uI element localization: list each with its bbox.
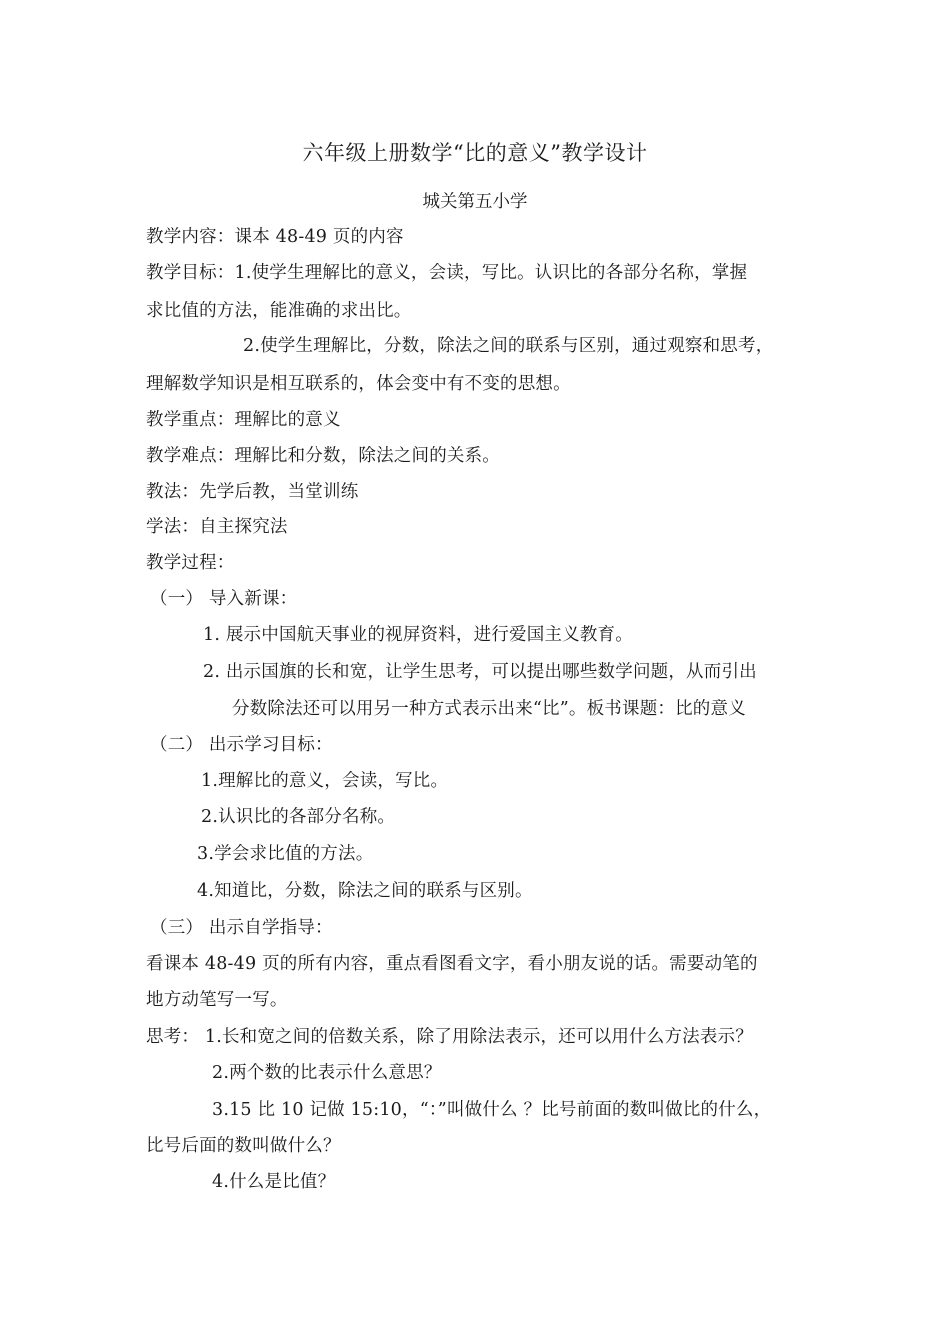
think-question-1: 思考： 1.长和宽之间的倍数关系，除了用除法表示，还可以用什么方法表示？ <box>146 1027 753 1047</box>
think-question-2: 2.两个数的比表示什么意思？ <box>212 1063 442 1083</box>
section-3-paragraph-line-1: 看课本 48-49 页的所有内容，重点看图看文字，看小朋友说的话。需要动笔的 <box>146 954 758 974</box>
section-2-item-3: 3.学会求比值的方法。 <box>197 844 374 864</box>
section-3-paragraph-line-2: 地方动笔写一写。 <box>146 990 288 1010</box>
section-2-item-4: 4.知道比，分数，除法之间的联系与区别。 <box>197 881 533 901</box>
section-1-item-1: 1. 展示中国航天事业的视屏资料，进行爱国主义教育。 <box>203 625 633 645</box>
teaching-goal-2-line-2: 理解数学知识是相互联系的，体会变中有不变的思想。 <box>146 374 571 394</box>
teaching-method: 教法：先学后教，当堂训练 <box>146 482 359 502</box>
section-1-item-2-line-1: 2. 出示国旗的长和宽，让学生思考，可以提出哪些数学问题，从而引出 <box>203 662 757 682</box>
school-name: 城关第五小学 <box>422 192 528 212</box>
section-2-title: （二） 出示学习目标： <box>150 735 333 755</box>
think-question-4: 4.什么是比值？ <box>212 1172 336 1192</box>
learning-method: 学法：自主探究法 <box>146 517 288 537</box>
teaching-goal-2-line-1: 2.使学生理解比，分数，除法之间的联系与区别，通过观察和思考， <box>243 336 774 356</box>
document-title: 六年级上册数学“比的意义”教学设计 <box>302 141 648 165</box>
key-point: 教学重点：理解比的意义 <box>146 410 341 430</box>
section-1-item-2-line-2: 分数除法还可以用另一种方式表示出来“比”。板书课题：比的意义 <box>232 699 746 719</box>
process-heading: 教学过程： <box>146 553 235 573</box>
section-3-title: （三） 出示自学指导： <box>150 918 333 938</box>
think-question-3-line-2: 比号后面的数叫做什么？ <box>146 1136 341 1156</box>
teaching-goal-1-line-2: 求比值的方法，能准确的求出比。 <box>146 301 412 321</box>
teaching-content: 教学内容：课本 48-49 页的内容 <box>146 227 404 247</box>
section-1-title: （一） 导入新课： <box>150 589 298 609</box>
section-2-item-1: 1.理解比的意义，会读，写比。 <box>201 771 449 791</box>
think-question-3-line-1: 3.15 比 10 记做 15:10，“：”叫做什么 ？比号前面的数叫做比的什么， <box>212 1100 772 1120</box>
difficulty: 教学难点：理解比和分数，除法之间的关系。 <box>146 446 500 466</box>
section-2-item-2: 2.认识比的各部分名称。 <box>201 807 396 827</box>
teaching-goal-1-line-1: 教学目标：1.使学生理解比的意义，会读，写比。认识比的各部分名称，掌握 <box>146 263 748 283</box>
